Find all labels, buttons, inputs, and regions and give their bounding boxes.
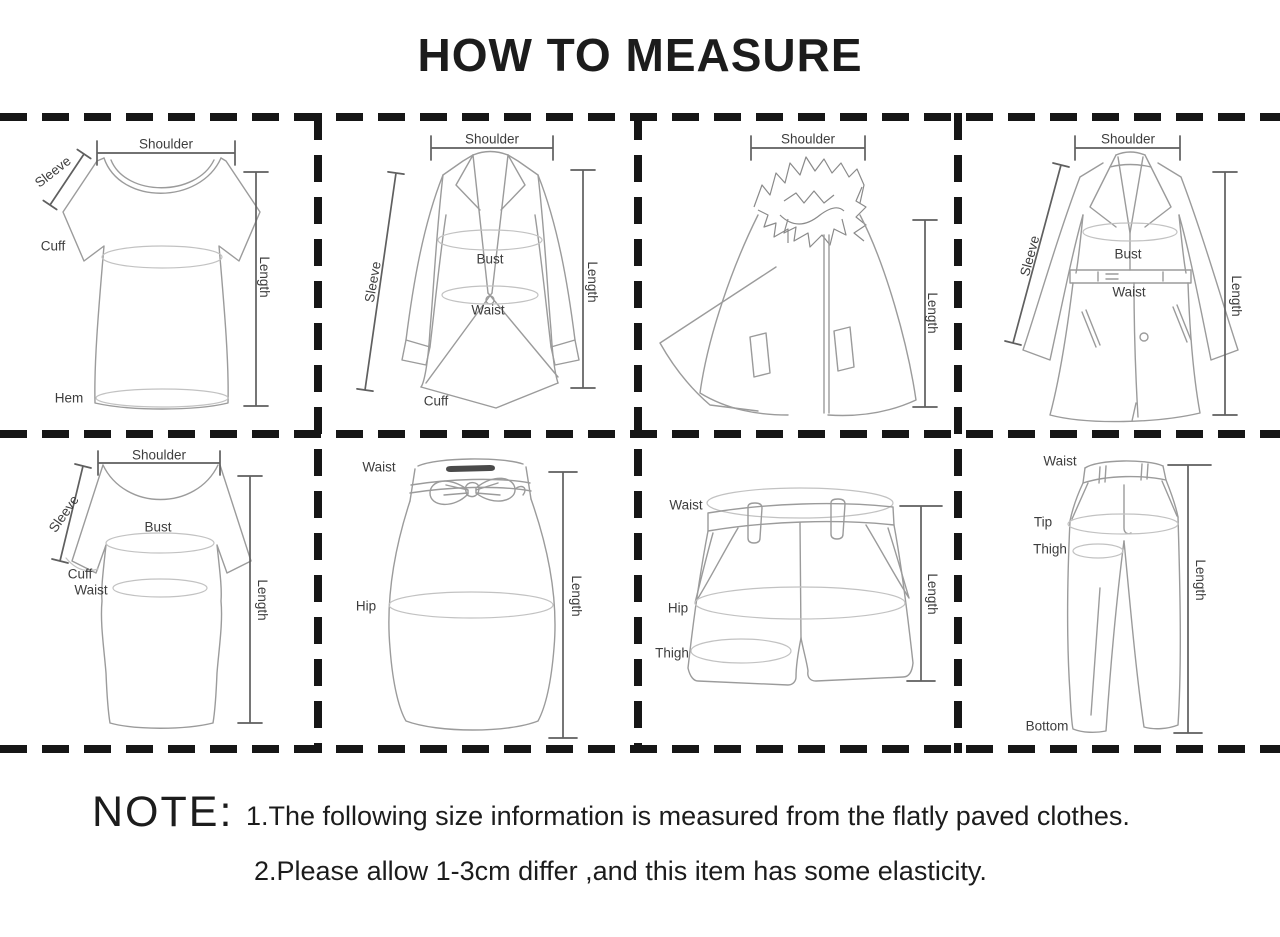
label-bust: Bust	[144, 519, 172, 535]
panel-skirt	[318, 433, 638, 748]
panel-trench-coat	[958, 115, 1280, 433]
trench-coat-drawing	[958, 115, 1280, 433]
garment-outline	[660, 215, 916, 415]
label-length: Length	[924, 292, 940, 334]
label-waist: Waist	[1043, 453, 1077, 469]
label-shoulder: Shoulder	[138, 136, 194, 152]
fur-collar	[754, 157, 866, 247]
label-length: Length	[1228, 275, 1244, 317]
garment-outline	[1068, 461, 1181, 732]
shorts-drawing	[638, 433, 958, 748]
label-cuff: Cuff	[423, 393, 449, 409]
label-bust: Bust	[1114, 246, 1142, 262]
panel-dress	[0, 433, 318, 748]
label-sleeve: Sleeve	[1017, 234, 1043, 278]
label-length: Length	[1192, 559, 1208, 601]
label-sleeve: Sleeve	[45, 492, 82, 536]
label-hem: Hem	[54, 390, 84, 406]
label-length: Length	[924, 573, 940, 615]
panel-fur-coat	[638, 115, 958, 433]
label-sleeve: Sleeve	[31, 153, 74, 191]
label-length: Length	[568, 575, 584, 617]
label-shoulder: Shoulder	[1100, 131, 1156, 147]
note-heading: NOTE:	[92, 788, 234, 836]
label-waist: Waist	[74, 582, 108, 598]
label-shoulder: Shoulder	[780, 131, 836, 147]
garment-outline	[402, 152, 579, 409]
panel-tshirt	[0, 115, 318, 433]
label-waist: Waist	[471, 302, 505, 318]
pants-drawing	[958, 433, 1280, 748]
label-hip: Hip	[355, 598, 377, 614]
panel-pants	[958, 433, 1280, 748]
label-thigh: Thigh	[655, 645, 689, 661]
label-waist: Waist	[1112, 284, 1146, 300]
label-thigh: Thigh	[1033, 541, 1067, 557]
label-bust: Bust	[476, 251, 504, 267]
label-sleeve: Sleeve	[361, 260, 384, 304]
garment-outline	[688, 488, 913, 685]
label-shoulder: Shoulder	[131, 447, 187, 463]
skirt-drawing	[318, 433, 638, 748]
label-tip: Tip	[1033, 514, 1053, 530]
label-cuff: Cuff	[67, 566, 93, 582]
panel-shorts	[638, 433, 958, 748]
fur-coat-drawing	[638, 115, 958, 433]
label-bottom: Bottom	[1025, 718, 1069, 734]
label-length: Length	[254, 579, 270, 621]
dress-drawing	[0, 433, 318, 748]
page-title: HOW TO MEASURE	[417, 29, 863, 81]
note-line-2: 2.Please allow 1-3cm differ ,and this item has some elasticity.	[254, 856, 987, 886]
note-line-1: 1.The following size information is measured from the flatly paved clothes.	[246, 801, 1130, 831]
garment-outline	[389, 459, 555, 730]
label-cuff: Cuff	[40, 238, 66, 254]
label-hip: Hip	[667, 600, 689, 616]
label-length: Length	[584, 261, 600, 303]
panel-blazer	[318, 115, 638, 433]
label-shoulder: Shoulder	[464, 131, 520, 147]
label-waist: Waist	[669, 497, 703, 513]
label-waist: Waist	[362, 459, 396, 475]
garment-outline	[63, 158, 260, 409]
label-length: Length	[256, 256, 272, 298]
